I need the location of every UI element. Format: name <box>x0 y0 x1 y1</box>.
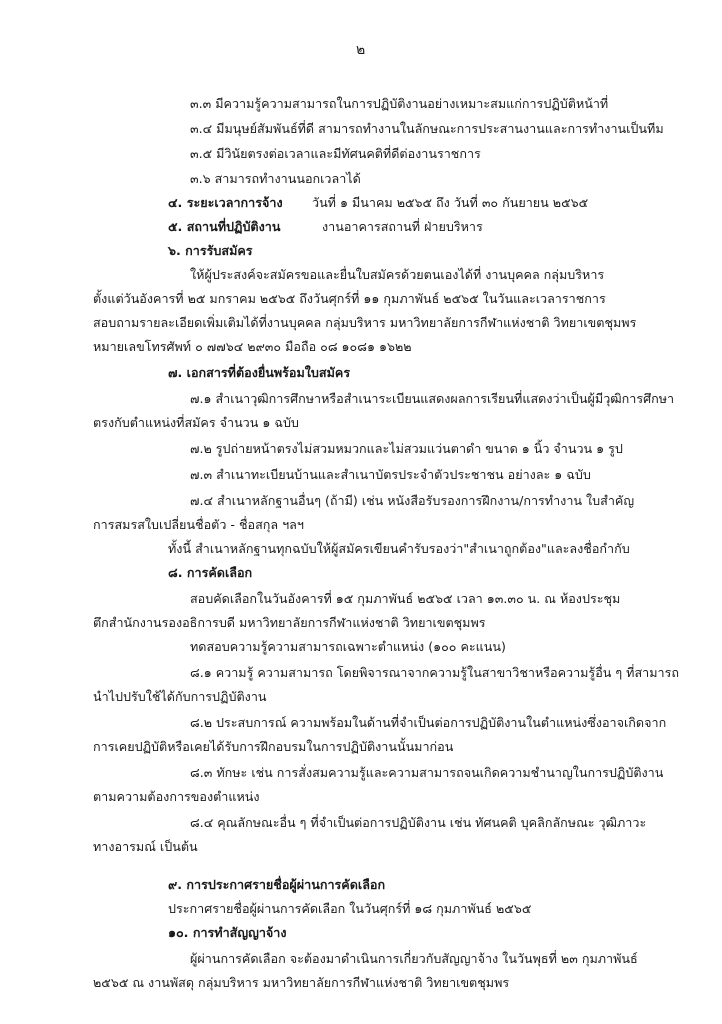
section-4-heading: ๔. ระยะเวลาการจ้าง <box>168 195 283 210</box>
line-8-3: ๘.๓ ทักษะ เช่น การสั่งสมความรู้และความสามารถจนเกิดความชำนาญในการปฏิบัติงาน <box>190 765 664 780</box>
page-number: ๒ <box>356 42 366 58</box>
section-10-para-2: ๒๕๖๕ ณ งานพัสดุ กลุ่มบริหาร มหาวิทยาลัยการกีฬาแห่งชาติ วิทยาเขตชุมพร <box>93 975 510 990</box>
line-7-4-cont: การสมรสใบเปลี่ยนชื่อตัว - ชื่อสกุล ฯลฯ <box>93 517 304 532</box>
section-8-para-2: ตึกสำนักงานรองอธิการบดี มหาวิทยาลัยการกีฬาแห่งชาติ วิทยาเขตชุมพร <box>93 615 486 630</box>
line-8-3-cont: ตามความต้องการของตำแหน่ง <box>93 789 260 804</box>
section-10-heading: ๑๐. การทำสัญญาจ้าง <box>168 925 287 940</box>
line-7-4: ๗.๔ สำเนาหลักฐานอื่นๆ (ถ้ามี) เช่น หนังสือรับรองการฝึกงาน/การทำงาน ใบสำคัญ <box>190 493 635 508</box>
section-8-para-1: สอบคัดเลือกในวันอังคารที่ ๑๕ กุมภาพันธ์ ๒๕๖๕ เวลา ๑๓.๓๐ น. ณ ห้องประชุม <box>190 591 621 606</box>
line-8-4: ๘.๔ คุณลักษณะอื่น ๆ ที่จำเป็นต่อการปฏิบัติงาน เช่น ทัศนคติ บุคลิกลักษณะ วุฒิภาวะ <box>190 815 647 830</box>
section-7-heading: ๗. เอกสารที่ต้องยื่นพร้อมใบสมัคร <box>168 365 351 380</box>
section-8-heading: ๘. การคัดเลือก <box>168 565 253 580</box>
section-5-heading: ๕. สถานที่ปฏิบัติงาน <box>168 219 281 234</box>
section-6-heading: ๖. การรับสมัคร <box>168 243 253 258</box>
line-3-6: ๓.๖ สามารถทำงานนอกเวลาได้ <box>190 171 361 186</box>
line-7-2: ๗.๒ รูปถ่ายหน้าตรงไม่สวมหมวกและไม่สวมแว่นตาดำ ขนาด ๑ นิ้ว จำนวน ๑ รูป <box>190 441 623 456</box>
line-8-1: ๘.๑ ความรู้ ความสามารถ โดยพิจารณาจากความรู้ในสาขาวิชาหรือความรู้อื่น ๆ ที่สามารถ <box>190 665 679 680</box>
line-7-1-cont: ตรงกับตำแหน่งที่สมัคร จำนวน ๑ ฉบับ <box>93 415 299 430</box>
section-6-para-3: สอบถามรายละเอียดเพิ่มเติมได้ที่งานบุคคล กลุ่มบริหาร มหาวิทยาลัยการกีฬาแห่งชาติ วิทยาเขตชุมพร <box>93 315 637 330</box>
line-3-5: ๓.๕ มีวินัยตรงต่อเวลาและมีทัศนคติที่ดีต่องานราชการ <box>190 146 481 161</box>
section-9-heading: ๙. การประกาศรายชื่อผู้ผ่านการคัดเลือก <box>168 877 386 892</box>
section-6-para-2: ตั้งแต่วันอังคารที่ ๒๕ มกราคม ๒๕๖๕ ถึงวันศุกร์ที่ ๑๑ กุมภาพันธ์ ๒๕๖๕ ในวันและเวลาราชการ <box>93 291 606 306</box>
section-10-para-1: ผู้ผ่านการคัดเลือก จะต้องมาดำเนินการเกี่ยวกับสัญญาจ้าง ในวันพุธที่ ๒๓ กุมภาพันธ์ <box>190 951 638 966</box>
line-8-2: ๘.๒ ประสบการณ์ ความพร้อมในด้านที่จำเป็นต่อการปฏิบัติงานในตำแหน่งซึ่งอาจเกิดจาก <box>190 715 667 730</box>
line-8-4-cont: ทางอารมณ์ เป็นต้น <box>93 839 198 854</box>
line-7-1: ๗.๑ สำเนาวุฒิการศึกษาหรือสำเนาระเบียนแสดงผลการเรียนที่แสดงว่าเป็นผู้มีวุฒิการศึกษา <box>190 391 675 406</box>
line-8-2-cont: การเคยปฏิบัติหรือเคยได้รับการฝึกอบรมในการปฏิบัติงานนั้นมาก่อน <box>93 739 454 754</box>
line-7-note: ทั้งนี้ สำเนาหลักฐานทุกฉบับให้ผู้สมัครเขียนคำรับรองว่า"สำเนาถูกต้อง"และลงชื่อกำกับ <box>168 541 630 556</box>
section-4-text: วันที่ ๑ มีนาคม ๒๕๖๕ ถึง วันที่ ๓๐ กันยายน ๒๕๖๕ <box>312 195 589 210</box>
section-9-text: ประกาศรายชื่อผู้ผ่านการคัดเลือก ในวันศุกร์ที่ ๑๘ กุมภาพันธ์ ๒๕๖๕ <box>168 901 532 916</box>
section-5-text: งานอาคารสถานที่ ฝ่ายบริหาร <box>322 219 483 234</box>
section-6-para-4: หมายเลขโทรศัพท์ ๐ ๗๗๖๔ ๒๙๓๐ มือถือ ๐๘ ๑๐๘๑ ๑๖๒๒ <box>93 339 412 354</box>
line-8-1-cont: นำไปปรับใช้ได้กับการปฏิบัติงาน <box>93 689 267 704</box>
section-8-test: ทดสอบความรู้ความสามารถเฉพาะตำแหน่ง (๑๐๐ คะแนน) <box>190 639 506 654</box>
section-6-para-1: ให้ผู้ประสงค์จะสมัครขอและยื่นใบสมัครด้วยตนเองได้ที่ งานบุคคล กลุ่มบริหาร <box>190 267 605 282</box>
line-7-3: ๗.๓ สำเนาทะเบียนบ้านและสำเนาบัตรประจำตัวประชาชน อย่างละ ๑ ฉบับ <box>190 467 591 482</box>
line-3-4: ๓.๔ มีมนุษย์สัมพันธ์ที่ดี สามารถทำงานในลักษณะการประสานงานและการทำงานเป็นทีม <box>190 121 664 136</box>
line-3-3: ๓.๓ มีความรู้ความสามารถในการปฏิบัติงานอย่างเหมาะสมแก่การปฏิบัติหน้าที่ <box>190 96 609 111</box>
